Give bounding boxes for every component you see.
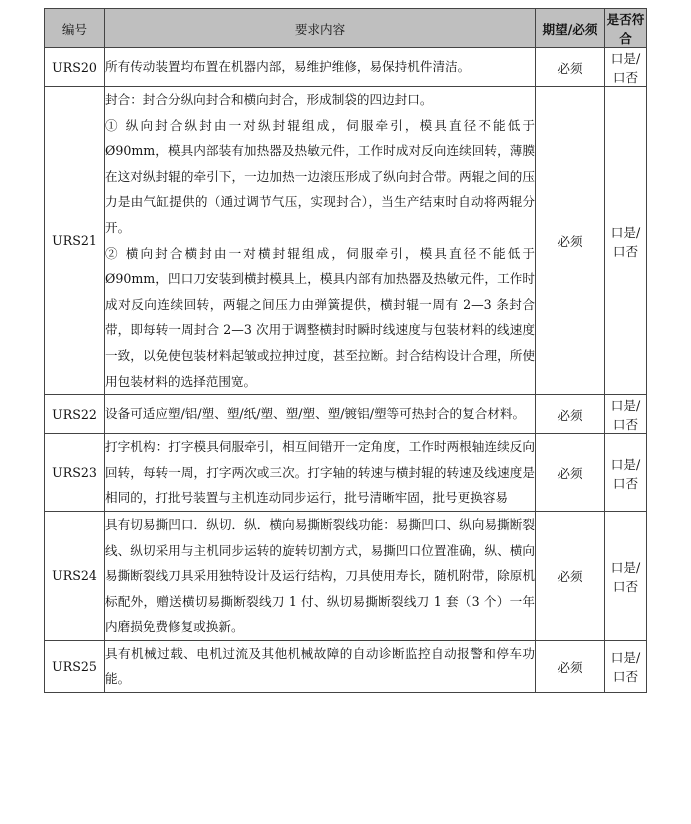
table-row <box>45 395 647 434</box>
comply-checkbox-text[interactable]: 口是/口否 <box>605 434 647 512</box>
header-requirement: 要求内容 <box>105 9 536 48</box>
requirement-paragraph: 封合：封合分纵向封合和横向封合，形成制袋的四边封口。 <box>105 92 433 107</box>
comply-checkbox-text[interactable]: 口是/口否 <box>605 48 647 87</box>
priority-value: 必须 <box>536 434 605 512</box>
comply-checkbox-text[interactable]: 口是/口否 <box>605 395 647 434</box>
priority-value: 必须 <box>536 395 605 434</box>
comply-checkbox-text[interactable]: 口是/口否 <box>605 87 647 395</box>
requirement-id: URS20 <box>45 48 105 87</box>
table-row <box>45 434 647 512</box>
table-header-row <box>45 9 647 48</box>
requirement-content <box>105 511 536 640</box>
table-body <box>45 48 647 693</box>
priority-value: 必须 <box>536 511 605 640</box>
header-id: 编号 <box>45 9 105 48</box>
requirement-id: URS23 <box>45 434 105 512</box>
requirement-id: URS25 <box>45 640 105 692</box>
requirement-content <box>105 395 536 434</box>
table-row <box>45 511 647 640</box>
table-row <box>45 87 647 395</box>
comply-checkbox-text[interactable]: 口是/口否 <box>605 640 647 692</box>
header-comply: 是否符合 <box>605 9 647 48</box>
requirement-content <box>105 87 536 395</box>
requirement-paragraph: ① 纵向封合纵封由一对纵封辊组成，伺服牵引，模具直径不能低于Ø90mm，模具内部装有加热器及热敏元件，工作时成对反向连续回转，薄膜在这对纵封辊的牵引下，一边加热一边滚压形成了纵向封合带。两辊之间的压力是由气缸提供的（通过调节气压，实现封合），当生产结束时自动将两辊分开。 <box>105 117 535 235</box>
requirement-content <box>105 640 536 692</box>
requirement-paragraph: 具有机械过载、电机过流及其他机械故障的自动诊断监控自动报警和停车功能。 <box>105 645 535 687</box>
requirement-paragraph: 具有切易撕凹口．纵切．纵．横向易撕断裂线功能：易撕凹口、纵向易撕断裂线、纵切采用与主机同步运转的旋转切割方式，易撕凹口位置准确，纵、横向易撕断裂线刀具采用独特设计及运行结构，刀具使用寿长，随机附带，除原机标配外，赠送横切易撕断裂线刀 1 付、纵切易撕断裂线刀 1 套（3 个）一年内磨损免费修复或换新。 <box>105 516 535 635</box>
header-priority: 期望/必须 <box>536 9 605 48</box>
requirement-paragraph: ② 横向封合横封由一对横封辊组成，伺服牵引，模具直径不能低于Ø90mm，凹口刀安装到横封模具上，模具内部有加热器及热敏元件，工作时成对反向连续回转，两辊之间压力由弹簧提供，横封辊一周有 2—3 条封合带，即每转一周封合 2—3 次用于调整横封时瞬时线速度与包装材料的线速度一致，以免使包装材料起皱或拉抻过度，甚至拉断。封合结构设计合理，所使用包装材料的选择范围宽。 <box>105 245 535 389</box>
requirement-content <box>105 48 536 87</box>
requirement-paragraph: 打字机构：打字模具伺服牵引，相互间错开一定角度，工作时两根轴连续反向回转，每转一周，打字两次或三次。打字轴的转速与横封辊的转速及线速度是相同的，打批号装置与主机连动同步运行，批号清晰牢固，批号更换容易 <box>105 439 535 506</box>
urs-table <box>44 8 647 693</box>
requirement-id: URS24 <box>45 511 105 640</box>
priority-value: 必须 <box>536 48 605 87</box>
priority-value: 必须 <box>536 640 605 692</box>
requirement-id: URS22 <box>45 395 105 434</box>
table-row <box>45 640 647 692</box>
requirement-paragraph: 设备可适应塑/铝/塑、塑/纸/塑、塑/塑、塑/镀铝/塑等可热封合的复合材料。 <box>105 406 526 422</box>
comply-checkbox-text[interactable]: 口是/口否 <box>605 511 647 640</box>
requirement-content <box>105 434 536 512</box>
requirement-id: URS21 <box>45 87 105 395</box>
table-row <box>45 48 647 87</box>
priority-value: 必须 <box>536 87 605 395</box>
requirement-paragraph: 所有传动装置均布置在机器内部，易维护维修，易保持机件清洁。 <box>105 59 471 75</box>
